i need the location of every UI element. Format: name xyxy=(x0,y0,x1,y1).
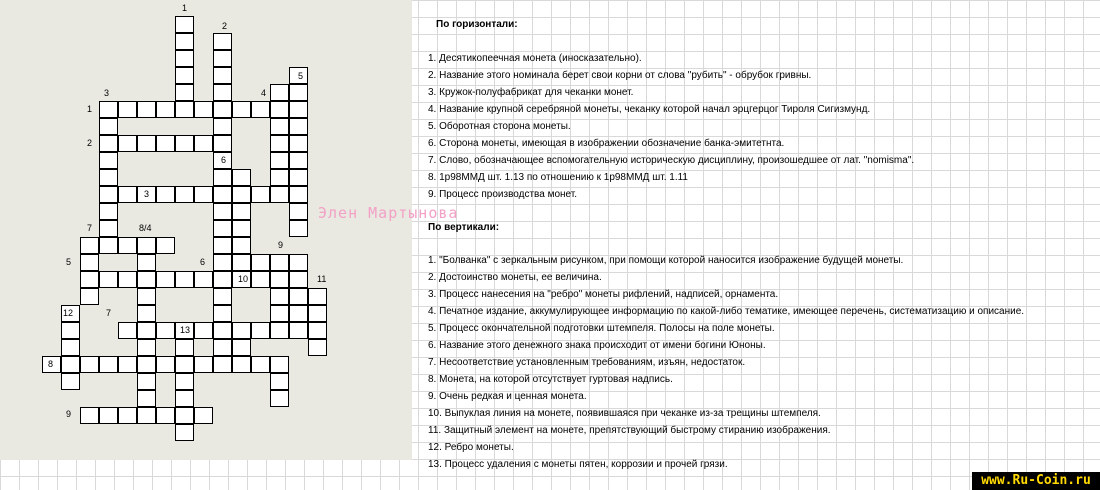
crossword-cell[interactable] xyxy=(213,84,232,101)
across-heading: По горизонтали: xyxy=(436,19,518,30)
crossword-cell[interactable] xyxy=(232,356,251,373)
clue-number: 5 xyxy=(298,71,304,81)
crossword-cell[interactable] xyxy=(175,390,194,407)
crossword-cell[interactable] xyxy=(232,220,251,237)
crossword-cell[interactable] xyxy=(194,101,213,118)
crossword-cell[interactable] xyxy=(156,135,175,152)
crossword-cell[interactable] xyxy=(308,322,327,339)
clue-number: 8/4 xyxy=(139,223,152,233)
crossword-cell[interactable] xyxy=(137,322,156,339)
clue-number: 5 xyxy=(66,257,72,267)
clue-number: 2 xyxy=(222,21,228,31)
crossword-cell[interactable] xyxy=(270,390,289,407)
crossword-cell[interactable] xyxy=(213,186,232,203)
crossword-cell[interactable] xyxy=(289,220,308,237)
crossword-cell[interactable] xyxy=(270,118,289,135)
crossword-cell[interactable] xyxy=(289,169,308,186)
clue-number: 13 xyxy=(180,325,191,335)
clue-number: 12 xyxy=(63,308,74,318)
crossword-cell[interactable] xyxy=(213,254,232,271)
crossword-cell[interactable] xyxy=(289,135,308,152)
down-clue: 1. "Болванка" с зеркальным рисунком, при помощи которой наносится изображение будущей монеты. xyxy=(428,255,904,266)
crossword-cell[interactable] xyxy=(156,322,175,339)
crossword-cell[interactable] xyxy=(308,305,327,322)
down-clue: 8. Монета, на которой отсутствует гуртовая надпись. xyxy=(428,374,673,385)
across-clue: 6. Сторона монеты, имеющая в изображении обозначение банка-эмитетнта. xyxy=(428,138,785,149)
crossword-cell[interactable] xyxy=(289,203,308,220)
crossword-cell[interactable] xyxy=(137,339,156,356)
crossword-cell[interactable] xyxy=(156,186,175,203)
crossword-cell[interactable] xyxy=(251,322,270,339)
crossword-cell[interactable] xyxy=(99,118,118,135)
crossword-cell[interactable] xyxy=(156,237,175,254)
crossword-cell[interactable] xyxy=(194,271,213,288)
clue-number: 9 xyxy=(66,409,72,419)
across-clue: 4. Название крупной серебряной монеты, чеканку которой начал эрцгерцог Тироля Сигизмунд. xyxy=(428,104,871,115)
crossword-cell[interactable] xyxy=(118,271,137,288)
clue-number: 7 xyxy=(87,223,93,233)
crossword-cell[interactable] xyxy=(175,135,194,152)
crossword-cell[interactable] xyxy=(99,152,118,169)
crossword-cell[interactable] xyxy=(213,50,232,67)
down-clue: 7. Несоответствие установленным требованиям, изъян, недостаток. xyxy=(428,357,746,368)
crossword-cell[interactable] xyxy=(213,135,232,152)
crossword-cell[interactable] xyxy=(213,322,232,339)
crossword-cell[interactable] xyxy=(137,254,156,271)
crossword-cell[interactable] xyxy=(137,288,156,305)
down-clue: 2. Достоинство монеты, ее величина. xyxy=(428,272,602,283)
crossword-cell[interactable] xyxy=(251,356,270,373)
clue-number: 11 xyxy=(317,274,327,284)
crossword-cell[interactable] xyxy=(137,305,156,322)
crossword-cell[interactable] xyxy=(99,237,118,254)
crossword-cell[interactable] xyxy=(194,135,213,152)
crossword-cell[interactable] xyxy=(137,390,156,407)
crossword-cell[interactable] xyxy=(270,152,289,169)
crossword-cell[interactable] xyxy=(289,254,308,271)
crossword-cell[interactable] xyxy=(175,33,194,50)
clue-number: 6 xyxy=(221,155,227,165)
crossword-cell[interactable] xyxy=(270,288,289,305)
crossword-cell[interactable] xyxy=(175,373,194,390)
crossword-cell[interactable] xyxy=(270,169,289,186)
crossword-cell[interactable] xyxy=(99,186,118,203)
crossword-cell[interactable] xyxy=(289,118,308,135)
crossword-cell[interactable] xyxy=(137,101,156,118)
crossword-cell[interactable] xyxy=(175,356,194,373)
crossword-cell[interactable] xyxy=(194,407,213,424)
clue-number: 9 xyxy=(278,240,284,250)
across-clue: 3. Кружок-полуфабрикат для чеканки монет. xyxy=(428,87,634,98)
crossword-cell[interactable] xyxy=(213,67,232,84)
crossword-cell[interactable] xyxy=(308,339,327,356)
crossword-cell[interactable] xyxy=(270,186,289,203)
crossword-cell[interactable] xyxy=(213,271,232,288)
across-clue: 5. Оборотная сторона монеты. xyxy=(428,121,571,132)
crossword-cell[interactable] xyxy=(213,169,232,186)
crossword-cell[interactable] xyxy=(213,220,232,237)
down-clue: 13. Процесс удаления с монеты пятен, коррозии и прочей грязи. xyxy=(428,459,728,470)
crossword-cell[interactable] xyxy=(213,101,232,118)
crossword-cell[interactable] xyxy=(99,220,118,237)
crossword-cell[interactable] xyxy=(80,237,99,254)
clue-number: 3 xyxy=(144,189,150,199)
crossword-cell[interactable] xyxy=(232,186,251,203)
crossword-cell[interactable] xyxy=(194,356,213,373)
crossword-cell[interactable] xyxy=(156,407,175,424)
clue-number: 7 xyxy=(106,308,112,318)
crossword-cell[interactable] xyxy=(137,356,156,373)
crossword-cell[interactable] xyxy=(61,339,80,356)
down-heading: По вертикали: xyxy=(428,222,500,233)
crossword-cell[interactable] xyxy=(137,135,156,152)
clue-number: 3 xyxy=(104,88,110,98)
crossword-cell[interactable] xyxy=(156,271,175,288)
crossword-cell[interactable] xyxy=(232,254,251,271)
crossword-cell[interactable] xyxy=(80,356,99,373)
crossword-cell[interactable] xyxy=(175,186,194,203)
crossword-cell[interactable] xyxy=(99,356,118,373)
crossword-cell[interactable] xyxy=(232,237,251,254)
crossword-cell[interactable] xyxy=(251,271,270,288)
crossword-cell[interactable] xyxy=(232,101,251,118)
across-clue: 9. Процесс производства монет. xyxy=(428,189,578,200)
down-clue: 9. Очень редкая и ценная монета. xyxy=(428,391,587,402)
crossword-cell[interactable] xyxy=(194,186,213,203)
down-clue: 4. Печатное издание, аккумулирующее информацию по какой-либо тематике, имеющее перечень, систематизацию и описание. xyxy=(428,306,1025,317)
crossword-cell[interactable] xyxy=(156,101,175,118)
crossword-cell[interactable] xyxy=(232,169,251,186)
crossword-cell[interactable] xyxy=(118,186,137,203)
crossword-cell[interactable] xyxy=(118,407,137,424)
across-clue: 2. Название этого номинала берет свои корни от слова "рубить" - обрубок гривны. xyxy=(428,70,812,81)
crossword-cell[interactable] xyxy=(213,237,232,254)
crossword-cell[interactable] xyxy=(99,407,118,424)
down-clue: 10. Выпуклая линия на монете, появившаяся при чеканке из-за трещины штемпеля. xyxy=(428,408,821,419)
crossword-cell[interactable] xyxy=(289,271,308,288)
down-clue: 6. Название этого денежного знака происходит от имени богини Юноны. xyxy=(428,340,766,351)
crossword-cell[interactable] xyxy=(118,135,137,152)
crossword-cell[interactable] xyxy=(80,407,99,424)
crossword-cell[interactable] xyxy=(251,186,270,203)
crossword-cell[interactable] xyxy=(175,271,194,288)
crossword-cell[interactable] xyxy=(213,305,232,322)
clue-number: 1 xyxy=(87,104,93,114)
crossword-cell[interactable] xyxy=(270,135,289,152)
site-logo[interactable]: www.Ru-Coin.ru xyxy=(972,472,1100,490)
crossword-cell[interactable] xyxy=(270,322,289,339)
crossword-cell[interactable] xyxy=(80,288,99,305)
crossword-cell[interactable] xyxy=(118,101,137,118)
crossword-cell[interactable] xyxy=(118,356,137,373)
crossword-cell[interactable] xyxy=(80,271,99,288)
down-clue: 12. Ребро монеты. xyxy=(428,442,514,453)
crossword-cell[interactable] xyxy=(213,288,232,305)
crossword-cell[interactable] xyxy=(61,356,80,373)
crossword-cell[interactable] xyxy=(289,84,308,101)
crossword-cell[interactable] xyxy=(308,288,327,305)
crossword-cell[interactable] xyxy=(270,254,289,271)
crossword-cell[interactable] xyxy=(270,356,289,373)
crossword-cell[interactable] xyxy=(175,67,194,84)
crossword-cell[interactable] xyxy=(213,356,232,373)
crossword-cell[interactable] xyxy=(137,373,156,390)
crossword-cell[interactable] xyxy=(289,101,308,118)
crossword-cell[interactable] xyxy=(289,305,308,322)
crossword-cell[interactable] xyxy=(99,203,118,220)
crossword-cell[interactable] xyxy=(99,169,118,186)
clue-number: 8 xyxy=(48,359,54,369)
crossword-cell[interactable] xyxy=(99,271,118,288)
crossword-cell[interactable] xyxy=(194,322,213,339)
crossword-cell[interactable] xyxy=(175,101,194,118)
crossword-cell[interactable] xyxy=(289,186,308,203)
crossword-cell[interactable] xyxy=(213,118,232,135)
crossword-cell[interactable] xyxy=(232,322,251,339)
down-clue: 11. Защитный элемент на монете, препятствующий быстрому стиранию изображения. xyxy=(428,425,831,436)
crossword-cell[interactable] xyxy=(270,305,289,322)
crossword-cell[interactable] xyxy=(118,322,137,339)
clue-number: 6 xyxy=(200,257,206,267)
crossword-cell[interactable] xyxy=(270,271,289,288)
down-clue: 5. Процесс окончательной подготовки штемпеля. Полосы на поле монеты. xyxy=(428,323,775,334)
clue-number: 2 xyxy=(87,138,93,148)
crossword-cell[interactable] xyxy=(175,16,194,33)
author-watermark: Элен Мартынова xyxy=(318,204,459,222)
crossword-cell[interactable] xyxy=(270,101,289,118)
crossword-cell[interactable] xyxy=(99,135,118,152)
crossword-cell[interactable] xyxy=(137,407,156,424)
down-clue: 3. Процесс нанесения на "ребро" монеты рифлений, надписей, орнамента. xyxy=(428,289,779,300)
clue-number: 4 xyxy=(261,88,267,98)
crossword-cell[interactable] xyxy=(175,50,194,67)
crossword-cell[interactable] xyxy=(213,203,232,220)
crossword-cell[interactable] xyxy=(175,424,194,441)
crossword-cell[interactable] xyxy=(270,373,289,390)
clue-number: 10 xyxy=(238,274,249,284)
across-clue: 1. Десятикопеечная монета (иносказательно). xyxy=(428,53,642,64)
crossword-cell[interactable] xyxy=(175,407,194,424)
across-clue: 8. 1р98ММД шт. 1.13 по отношению к 1р98ММД шт. 1.11 xyxy=(428,172,688,183)
crossword-cell[interactable] xyxy=(118,237,137,254)
clue-number: 1 xyxy=(182,3,188,13)
crossword-cell[interactable] xyxy=(270,84,289,101)
crossword-cell[interactable] xyxy=(232,203,251,220)
crossword-cell[interactable] xyxy=(289,288,308,305)
crossword-board xyxy=(0,0,412,460)
crossword-cell[interactable] xyxy=(61,373,80,390)
crossword-cell[interactable] xyxy=(213,33,232,50)
crossword-cell[interactable] xyxy=(213,339,232,356)
crossword-cell[interactable] xyxy=(175,339,194,356)
crossword-cell[interactable] xyxy=(137,271,156,288)
crossword-cell[interactable] xyxy=(175,84,194,101)
crossword-cell[interactable] xyxy=(251,101,270,118)
crossword-cell[interactable] xyxy=(289,152,308,169)
crossword-cell[interactable] xyxy=(251,254,270,271)
crossword-cell[interactable] xyxy=(99,101,118,118)
crossword-cell[interactable] xyxy=(156,356,175,373)
crossword-cell[interactable] xyxy=(137,237,156,254)
crossword-cell[interactable] xyxy=(289,322,308,339)
crossword-cell[interactable] xyxy=(232,339,251,356)
crossword-cell[interactable] xyxy=(61,322,80,339)
crossword-cell[interactable] xyxy=(80,254,99,271)
across-clue: 7. Слово, обозначающее вспомогательную историческую дисциплину, произошедшее от лат. "nomisma". xyxy=(428,155,915,166)
